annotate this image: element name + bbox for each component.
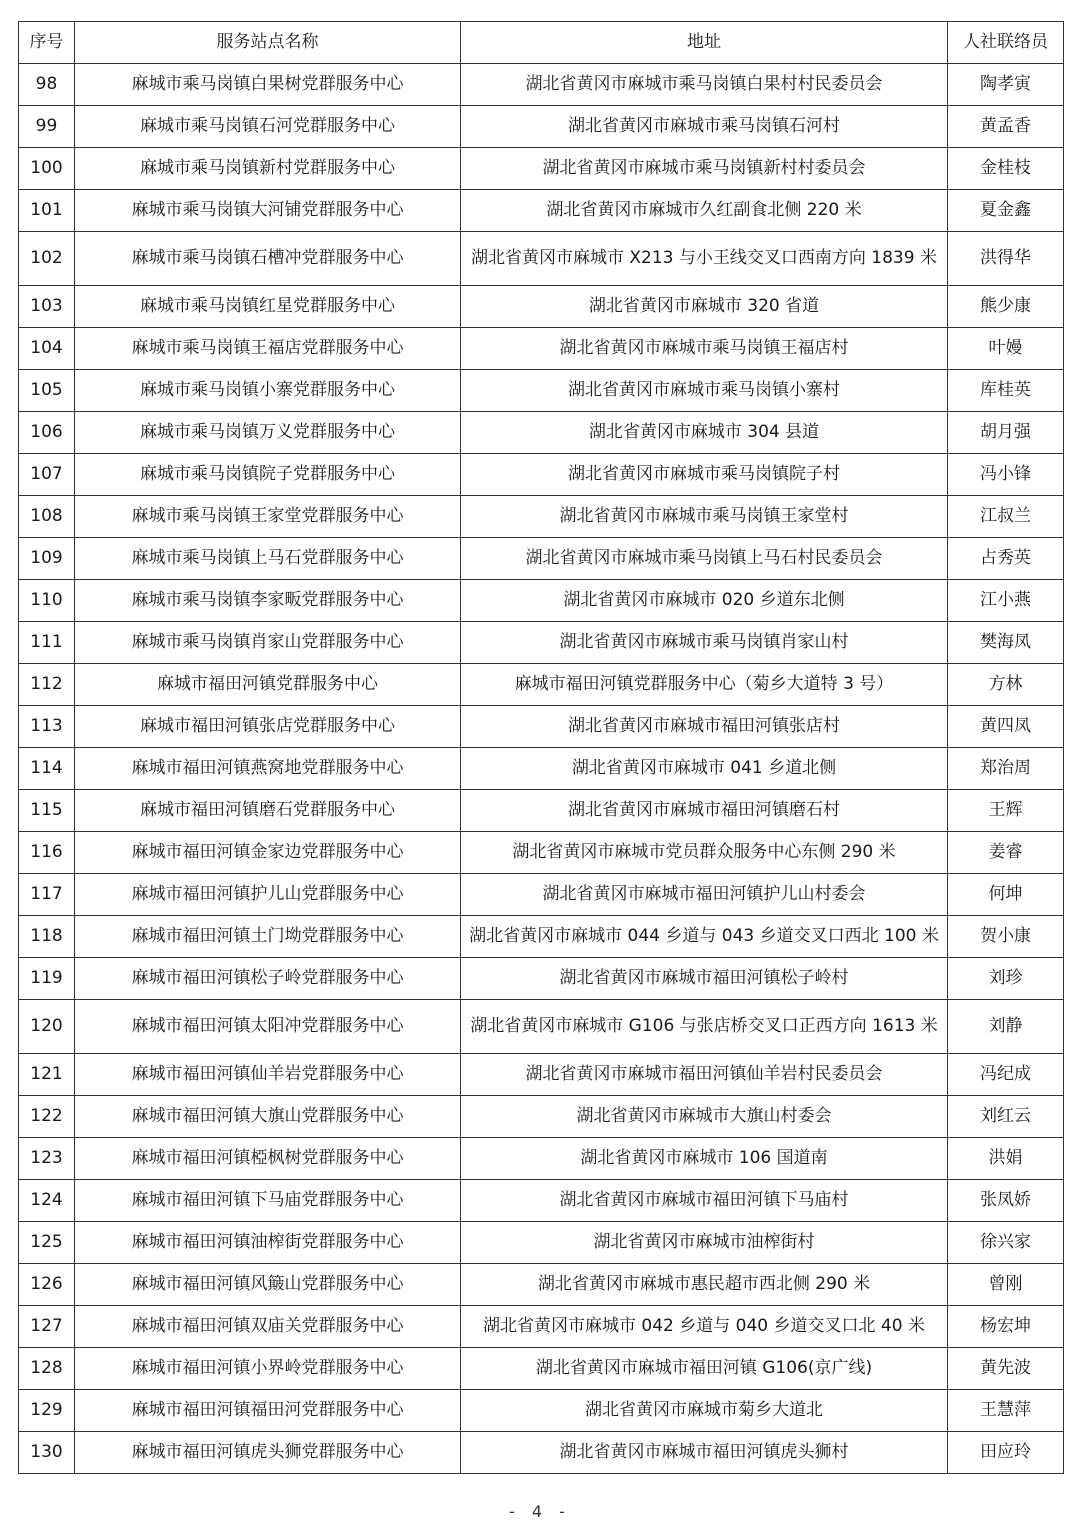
- cell-name: 麻城市福田河镇燕窝地党群服务中心: [75, 748, 461, 790]
- cell-name: 麻城市乘马岗镇李家畈党群服务中心: [75, 580, 461, 622]
- cell-name: 麻城市福田河镇张店党群服务中心: [75, 706, 461, 748]
- cell-name: 麻城市福田河镇磨石党群服务中心: [75, 790, 461, 832]
- cell-name: 麻城市福田河镇福田河党群服务中心: [75, 1390, 461, 1432]
- table-row: [19, 1390, 1064, 1432]
- table-row: [19, 1306, 1064, 1348]
- table-row: [19, 64, 1064, 106]
- header-address: 地址: [461, 22, 948, 64]
- cell-contact: 姜睿: [948, 832, 1064, 874]
- table-row: [19, 1138, 1064, 1180]
- cell-contact: 王辉: [948, 790, 1064, 832]
- cell-contact: 占秀英: [948, 538, 1064, 580]
- table-row: [19, 190, 1064, 232]
- cell-no: 99: [19, 106, 75, 148]
- cell-address: 湖北省黄冈市麻城市乘马岗镇院子村: [461, 454, 948, 496]
- cell-name: 麻城市福田河镇太阳冲党群服务中心: [75, 1000, 461, 1054]
- table-row: [19, 958, 1064, 1000]
- cell-contact: 江叔兰: [948, 496, 1064, 538]
- cell-address: 湖北省黄冈市麻城市福田河镇 G106(京广线): [461, 1348, 948, 1390]
- table-row: [19, 496, 1064, 538]
- cell-no: 117: [19, 874, 75, 916]
- cell-address: 湖北省黄冈市麻城市福田河镇下马庙村: [461, 1180, 948, 1222]
- cell-no: 130: [19, 1432, 75, 1474]
- cell-no: 107: [19, 454, 75, 496]
- table-row: [19, 1096, 1064, 1138]
- cell-no: 118: [19, 916, 75, 958]
- table-row: [19, 148, 1064, 190]
- table-row: [19, 1054, 1064, 1096]
- cell-no: 101: [19, 190, 75, 232]
- cell-no: 128: [19, 1348, 75, 1390]
- cell-address: 湖北省黄冈市麻城市福田河镇仙羊岩村民委员会: [461, 1054, 948, 1096]
- cell-name: 麻城市福田河镇小界岭党群服务中心: [75, 1348, 461, 1390]
- cell-name: 麻城市福田河镇护儿山党群服务中心: [75, 874, 461, 916]
- cell-contact: 江小燕: [948, 580, 1064, 622]
- cell-no: 112: [19, 664, 75, 706]
- cell-contact: 陶孝寅: [948, 64, 1064, 106]
- cell-name: 麻城市福田河镇党群服务中心: [75, 664, 461, 706]
- cell-no: 110: [19, 580, 75, 622]
- cell-no: 126: [19, 1264, 75, 1306]
- cell-address: 湖北省黄冈市麻城市 304 县道: [461, 412, 948, 454]
- cell-address: 湖北省黄冈市麻城市 042 乡道与 040 乡道交叉口北 40 米: [461, 1306, 948, 1348]
- cell-no: 111: [19, 622, 75, 664]
- cell-address: 湖北省黄冈市麻城市乘马岗镇新村村委员会: [461, 148, 948, 190]
- cell-contact: 熊少康: [948, 286, 1064, 328]
- table-row: [19, 1000, 1064, 1054]
- table-row: [19, 832, 1064, 874]
- cell-address: 湖北省黄冈市麻城市福田河镇磨石村: [461, 790, 948, 832]
- cell-contact: 冯纪成: [948, 1054, 1064, 1096]
- cell-contact: 王慧萍: [948, 1390, 1064, 1432]
- cell-address: 湖北省黄冈市麻城市福田河镇虎头狮村: [461, 1432, 948, 1474]
- cell-contact: 刘红云: [948, 1096, 1064, 1138]
- cell-no: 116: [19, 832, 75, 874]
- table-row: [19, 412, 1064, 454]
- table-row: [19, 1348, 1064, 1390]
- cell-name: 麻城市福田河镇下马庙党群服务中心: [75, 1180, 461, 1222]
- cell-no: 123: [19, 1138, 75, 1180]
- table-row: [19, 106, 1064, 148]
- cell-name: 麻城市福田河镇虎头狮党群服务中心: [75, 1432, 461, 1474]
- cell-contact: 曾刚: [948, 1264, 1064, 1306]
- cell-contact: 贺小康: [948, 916, 1064, 958]
- table-row: [19, 748, 1064, 790]
- cell-address: 麻城市福田河镇党群服务中心（菊乡大道特 3 号）: [461, 664, 948, 706]
- cell-no: 121: [19, 1054, 75, 1096]
- cell-contact: 金桂枝: [948, 148, 1064, 190]
- cell-name: 麻城市乘马岗镇大河铺党群服务中心: [75, 190, 461, 232]
- table-row: [19, 1222, 1064, 1264]
- cell-name: 麻城市福田河镇金家边党群服务中心: [75, 832, 461, 874]
- cell-no: 100: [19, 148, 75, 190]
- cell-no: 122: [19, 1096, 75, 1138]
- cell-contact: 田应玲: [948, 1432, 1064, 1474]
- table-header-row: [19, 22, 1064, 64]
- cell-contact: 刘珍: [948, 958, 1064, 1000]
- cell-no: 129: [19, 1390, 75, 1432]
- table-body: [19, 64, 1064, 1474]
- cell-name: 麻城市乘马岗镇石槽冲党群服务中心: [75, 232, 461, 286]
- table-row: [19, 232, 1064, 286]
- cell-address: 湖北省黄冈市麻城市乘马岗镇王福店村: [461, 328, 948, 370]
- cell-name: 麻城市乘马岗镇王福店党群服务中心: [75, 328, 461, 370]
- cell-address: 湖北省黄冈市麻城市 106 国道南: [461, 1138, 948, 1180]
- cell-name: 麻城市福田河镇双庙关党群服务中心: [75, 1306, 461, 1348]
- cell-contact: 黄先波: [948, 1348, 1064, 1390]
- cell-contact: 方林: [948, 664, 1064, 706]
- cell-contact: 库桂英: [948, 370, 1064, 412]
- cell-no: 103: [19, 286, 75, 328]
- table-row: [19, 1264, 1064, 1306]
- cell-contact: 杨宏坤: [948, 1306, 1064, 1348]
- cell-no: 127: [19, 1306, 75, 1348]
- cell-contact: 张凤娇: [948, 1180, 1064, 1222]
- cell-no: 108: [19, 496, 75, 538]
- table-row: [19, 706, 1064, 748]
- cell-name: 麻城市福田河镇大旗山党群服务中心: [75, 1096, 461, 1138]
- cell-address: 湖北省黄冈市麻城市乘马岗镇白果村村民委员会: [461, 64, 948, 106]
- service-station-table: [18, 21, 1064, 1474]
- cell-contact: 洪娟: [948, 1138, 1064, 1180]
- cell-address: 湖北省黄冈市麻城市大旗山村委会: [461, 1096, 948, 1138]
- cell-contact: 黄孟香: [948, 106, 1064, 148]
- cell-address: 湖北省黄冈市麻城市 X213 与小王线交叉口西南方向 1839 米: [461, 232, 948, 286]
- table-row: [19, 454, 1064, 496]
- cell-no: 120: [19, 1000, 75, 1054]
- cell-contact: 叶嫚: [948, 328, 1064, 370]
- cell-name: 麻城市乘马岗镇院子党群服务中心: [75, 454, 461, 496]
- page-number: - 4 -: [509, 1502, 571, 1521]
- cell-name: 麻城市福田河镇松子岭党群服务中心: [75, 958, 461, 1000]
- header-no: 序号: [19, 22, 75, 64]
- cell-address: 湖北省黄冈市麻城市乘马岗镇肖家山村: [461, 622, 948, 664]
- cell-address: 湖北省黄冈市麻城市油榨街村: [461, 1222, 948, 1264]
- cell-no: 98: [19, 64, 75, 106]
- cell-name: 麻城市乘马岗镇万义党群服务中心: [75, 412, 461, 454]
- table-row: [19, 1432, 1064, 1474]
- cell-address: 湖北省黄冈市麻城市惠民超市西北侧 290 米: [461, 1264, 948, 1306]
- table-row: [19, 622, 1064, 664]
- cell-address: 湖北省黄冈市麻城市乘马岗镇上马石村民委员会: [461, 538, 948, 580]
- cell-name: 麻城市福田河镇油榨街党群服务中心: [75, 1222, 461, 1264]
- cell-address: 湖北省黄冈市麻城市乘马岗镇小寨村: [461, 370, 948, 412]
- cell-no: 124: [19, 1180, 75, 1222]
- cell-contact: 何坤: [948, 874, 1064, 916]
- cell-name: 麻城市乘马岗镇白果树党群服务中心: [75, 64, 461, 106]
- cell-name: 麻城市福田河镇土门坳党群服务中心: [75, 916, 461, 958]
- header-contact: 人社联络员: [948, 22, 1064, 64]
- table-row: [19, 664, 1064, 706]
- cell-address: 湖北省黄冈市麻城市 G106 与张店桥交叉口正西方向 1613 米: [461, 1000, 948, 1054]
- cell-name: 麻城市乘马岗镇红星党群服务中心: [75, 286, 461, 328]
- cell-address: 湖北省黄冈市麻城市 044 乡道与 043 乡道交叉口西北 100 米: [461, 916, 948, 958]
- cell-contact: 冯小锋: [948, 454, 1064, 496]
- table-row: [19, 874, 1064, 916]
- table-row: [19, 538, 1064, 580]
- cell-contact: 徐兴家: [948, 1222, 1064, 1264]
- cell-name: 麻城市乘马岗镇小寨党群服务中心: [75, 370, 461, 412]
- cell-address: 湖北省黄冈市麻城市乘马岗镇石河村: [461, 106, 948, 148]
- cell-contact: 夏金鑫: [948, 190, 1064, 232]
- cell-address: 湖北省黄冈市麻城市久红副食北侧 220 米: [461, 190, 948, 232]
- cell-no: 115: [19, 790, 75, 832]
- cell-contact: 樊海凤: [948, 622, 1064, 664]
- cell-address: 湖北省黄冈市麻城市福田河镇护儿山村委会: [461, 874, 948, 916]
- header-name: 服务站点名称: [75, 22, 461, 64]
- cell-no: 119: [19, 958, 75, 1000]
- cell-no: 114: [19, 748, 75, 790]
- cell-no: 105: [19, 370, 75, 412]
- cell-address: 湖北省黄冈市麻城市菊乡大道北: [461, 1390, 948, 1432]
- cell-contact: 胡月强: [948, 412, 1064, 454]
- cell-contact: 郑治周: [948, 748, 1064, 790]
- table-row: [19, 370, 1064, 412]
- table-row: [19, 790, 1064, 832]
- cell-address: 湖北省黄冈市麻城市 320 省道: [461, 286, 948, 328]
- cell-name: 麻城市乘马岗镇上马石党群服务中心: [75, 538, 461, 580]
- table-row: [19, 916, 1064, 958]
- cell-name: 麻城市福田河镇风簸山党群服务中心: [75, 1264, 461, 1306]
- cell-address: 湖北省黄冈市麻城市福田河镇松子岭村: [461, 958, 948, 1000]
- cell-name: 麻城市福田河镇椏枫树党群服务中心: [75, 1138, 461, 1180]
- table-row: [19, 580, 1064, 622]
- cell-address: 湖北省黄冈市麻城市党员群众服务中心东侧 290 米: [461, 832, 948, 874]
- cell-no: 113: [19, 706, 75, 748]
- cell-no: 102: [19, 232, 75, 286]
- cell-contact: 黄四凤: [948, 706, 1064, 748]
- cell-name: 麻城市乘马岗镇石河党群服务中心: [75, 106, 461, 148]
- cell-name: 麻城市乘马岗镇肖家山党群服务中心: [75, 622, 461, 664]
- table-row: [19, 328, 1064, 370]
- cell-no: 109: [19, 538, 75, 580]
- cell-address: 湖北省黄冈市麻城市乘马岗镇王家堂村: [461, 496, 948, 538]
- cell-address: 湖北省黄冈市麻城市 020 乡道东北侧: [461, 580, 948, 622]
- table-row: [19, 1180, 1064, 1222]
- cell-contact: 洪得华: [948, 232, 1064, 286]
- cell-address: 湖北省黄冈市麻城市 041 乡道北侧: [461, 748, 948, 790]
- cell-no: 125: [19, 1222, 75, 1264]
- cell-address: 湖北省黄冈市麻城市福田河镇张店村: [461, 706, 948, 748]
- cell-name: 麻城市福田河镇仙羊岩党群服务中心: [75, 1054, 461, 1096]
- cell-no: 104: [19, 328, 75, 370]
- cell-name: 麻城市乘马岗镇新村党群服务中心: [75, 148, 461, 190]
- table-row: [19, 286, 1064, 328]
- cell-name: 麻城市乘马岗镇王家堂党群服务中心: [75, 496, 461, 538]
- cell-contact: 刘静: [948, 1000, 1064, 1054]
- cell-no: 106: [19, 412, 75, 454]
